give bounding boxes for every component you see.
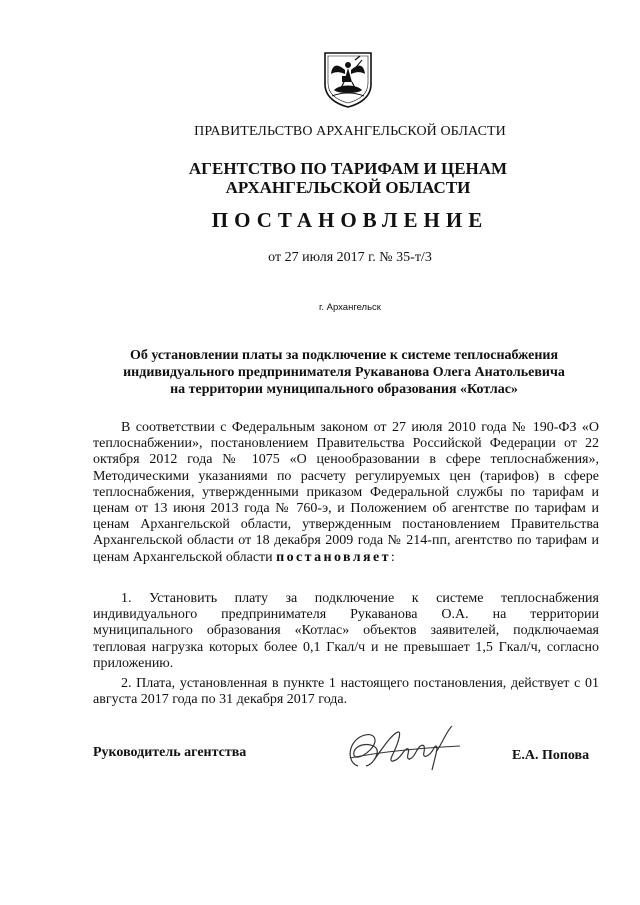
agency-line-1: АГЕНТСТВО ПО ТАРИФАМ И ЦЕНАМ xyxy=(188,159,508,178)
subject-line-3: на территории муниципального образования «Котлас» xyxy=(170,382,518,397)
decree-subject xyxy=(24,347,640,398)
signatory-name: Е.А. Попова xyxy=(512,748,590,763)
resolves-colon: : xyxy=(390,549,395,565)
government-name: ПРАВИТЕЛЬСТВО АРХАНГЕЛЬСКОЙ ОБЛАСТИ xyxy=(194,124,506,139)
resolves-word: постановляет xyxy=(276,549,391,565)
document-type-title: ПОСТАНОВЛЕНИЕ xyxy=(211,208,489,232)
item-1-text: 1. Установить плату за подключение к системе теплоснабжения индивидуального предпринимателя Рукаванова О.А. на территории муниципального образования «Котлас» объектов заявителей, подключаемая тепловая нагрузка которых более 0,1 Гкал/ч и не превышает 1,5 Гкал/ч, согласно приложению. xyxy=(93,591,599,671)
city: г. Архангельск xyxy=(319,302,381,313)
item-2-paragraph xyxy=(93,676,599,708)
agency-line-2: АРХАНГЕЛЬСКОЙ ОБЛАСТИ xyxy=(225,178,471,197)
agency-name xyxy=(28,159,640,197)
item-2-text: 2. Плата, установленная в пункте 1 настоящего постановления, действует с 01 августа 2017 года по 31 декабря 2017 года. xyxy=(93,676,599,708)
preamble-paragraph xyxy=(93,420,599,566)
signatory-role: Руководитель агентства xyxy=(93,745,247,760)
item-1-paragraph xyxy=(93,591,599,672)
coat-of-arms-icon xyxy=(322,50,374,108)
subject-line-1: Об установлении платы за подключение к системе теплоснабжения xyxy=(129,348,559,363)
handwritten-signature xyxy=(340,722,465,780)
subject-line-2: индивидуального предпринимателя Рукаванова Олега Анатольевича xyxy=(123,365,565,380)
date-and-number: от 27 июля 2017 г. № 35-т/3 xyxy=(268,250,432,265)
preamble-text: В соответствии с Федеральным законом от 27 июля 2010 года № 190-ФЗ «О теплоснабжении», постановлением Правительства Российской Федерации от 22 октября 2012 года № 1075 «О ценообразовании в сфере теплоснабжения», Методическими указаниями по расчету регулируемых цен (тарифов) в сфере теплоснабжения, утвержденными приказом Федеральной службы по тарифам и ценам от 13 июня 2013 года № 760-э, и Положением об агентстве по тарифам и ценам Архангельской области, утвержденным постановлением Правительства Архангельской области от 18 декабря 2009 года № 214-пп, агентство по тарифам и ценам Архангельской области xyxy=(93,420,599,565)
